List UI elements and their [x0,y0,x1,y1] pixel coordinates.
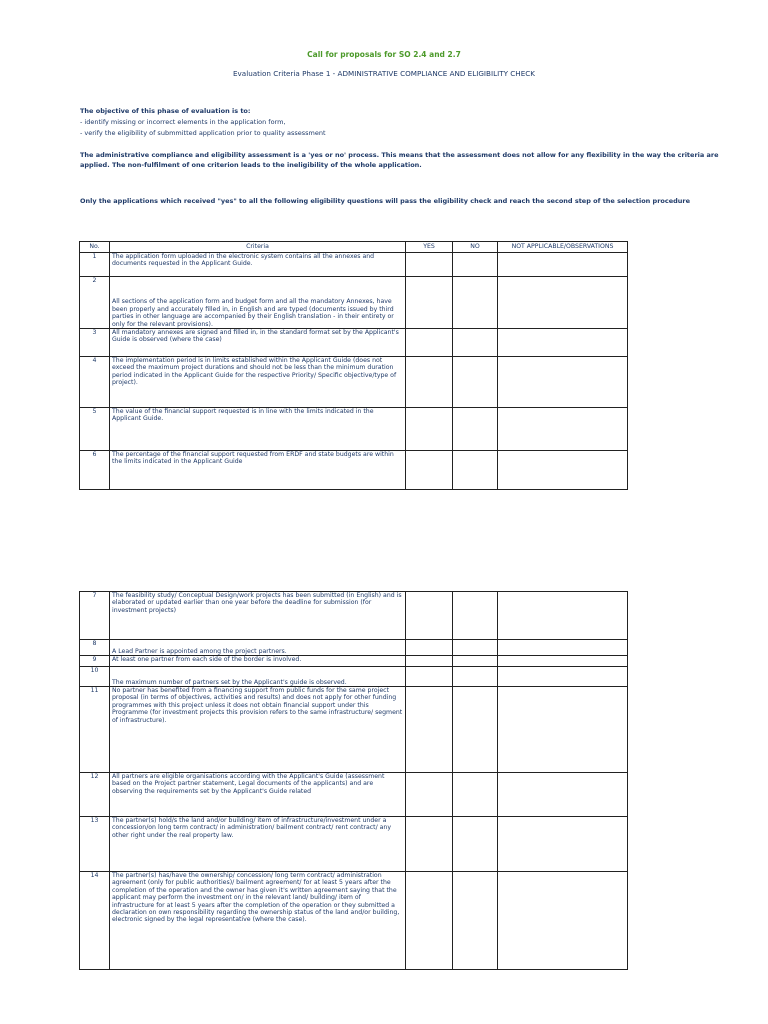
yes-cell[interactable] [406,667,453,687]
table-row [80,773,628,817]
table-row [80,817,628,872]
yes-cell[interactable] [406,872,453,970]
header-yes: YES [406,242,453,253]
criteria-table-1 [79,241,628,490]
observations-cell[interactable] [498,872,628,970]
row-criteria: At least one partner from each side of the border is involved. [110,656,406,667]
row-criteria: The application form uploaded in the electronic system contains all the annexes and documents requested in the Applicant Guide. [110,253,406,277]
no-cell[interactable] [453,277,498,329]
row-criteria: All sections of the application form and budget form and all the mandatory Annexes, have been properly and accurately filled in, in English and are typed (documents issued by third parties in other language are accompanied by their English translation - in their entirety or only for the relevant provisions). [110,277,406,329]
table-row [80,667,628,687]
no-cell[interactable] [453,817,498,872]
header-no-col: NO [453,242,498,253]
observations-cell[interactable] [498,253,628,277]
observations-cell[interactable] [498,687,628,773]
objective-bullet-1: - identify missing or incorrect elements in the application form, [80,118,286,126]
observations-cell[interactable] [498,277,628,329]
header-criteria: Criteria [110,242,406,253]
observations-cell[interactable] [498,451,628,490]
row-criteria: The implementation period is in limits established within the Applicant Guide (does not exceed the maximum project durations and should not be less than the minimum duration period indicated in the Applicant Guide for the respective Priority/ Specific objective/type of project). [110,357,406,408]
row-criteria: The feasibility study/ Conceptual Design/work projects has been submitted (in English) and is elaborated or updated earlier than one year before the deadline for submission (for investment projects) [110,592,406,640]
objective-heading: The objective of this phase of evaluation is to: [80,107,251,115]
row-number: 7 [80,592,110,640]
no-cell[interactable] [453,451,498,490]
criteria-table-2 [79,591,628,970]
row-number: 9 [80,656,110,667]
yes-cell[interactable] [406,329,453,357]
table-row [80,872,628,970]
row-number: 12 [80,773,110,817]
yes-cell[interactable] [406,451,453,490]
table-row [80,451,628,490]
observations-cell[interactable] [498,817,628,872]
yes-cell[interactable] [406,640,453,656]
phase-title: Evaluation Criteria Phase 1 - ADMINISTRATIVE COMPLIANCE AND ELIGIBILITY CHECK [233,69,535,78]
no-cell[interactable] [453,329,498,357]
yes-cell[interactable] [406,656,453,667]
row-number: 11 [80,687,110,773]
header-not-applicable: NOT APPLICABLE/OBSERVATIONS [498,242,628,253]
row-number: 1 [80,253,110,277]
process-paragraph: The administrative compliance and eligibility assessment is a 'yes or no' process. This means that the assessment does not allow for any flexibility in the way the criteria are applied. The non-fulfilment of one criterion leads to the ineligibility of the whole application. [80,151,719,169]
no-cell[interactable] [453,656,498,667]
no-cell[interactable] [453,640,498,656]
row-criteria: The value of the financial support requested is in line with the limits indicated in the Applicant Guide. [110,408,406,451]
row-number: 13 [80,817,110,872]
yes-cell[interactable] [406,408,453,451]
row-criteria: No partner has benefited from a financing support from public funds for the same project proposal (in terms of objectives, activities and results) and does not apply for other funding programmes with this project unless it does not obtain financial support under this Programme (for investment projects this provision refers to the same infrastructure/ segment of infrastructure). [110,687,406,773]
observations-cell[interactable] [498,357,628,408]
yes-cell[interactable] [406,687,453,773]
observations-cell[interactable] [498,667,628,687]
call-title: Call for proposals for SO 2.4 and 2.7 [307,50,461,59]
no-cell[interactable] [453,408,498,451]
table-row [80,253,628,277]
table-row [80,357,628,408]
yes-cell[interactable] [406,817,453,872]
observations-cell[interactable] [498,656,628,667]
no-cell[interactable] [453,872,498,970]
observations-cell[interactable] [498,329,628,357]
no-cell[interactable] [453,592,498,640]
no-cell[interactable] [453,253,498,277]
no-cell[interactable] [453,357,498,408]
row-number: 3 [80,329,110,357]
row-criteria: A Lead Partner is appointed among the project partners. [110,640,406,656]
no-cell[interactable] [453,773,498,817]
observations-cell[interactable] [498,773,628,817]
row-number: 14 [80,872,110,970]
table-row [80,408,628,451]
observations-cell[interactable] [498,408,628,451]
table-row [80,656,628,667]
row-criteria: The maximum number of partners set by the Applicant's guide is observed. [110,667,406,687]
row-number: 2 [80,277,110,329]
eligibility-note: Only the applications which received "yes" to all the following eligibility questions will pass the eligibility check and reach the second step of the selection procedure [80,197,691,205]
table-row [80,592,628,640]
row-criteria: The percentage of the financial support requested from ERDF and state budgets are within the limits indicated in the Applicant Guide [110,451,406,490]
yes-cell[interactable] [406,773,453,817]
yes-cell[interactable] [406,253,453,277]
table-row [80,687,628,773]
row-number: 8 [80,640,110,656]
table-header-row [80,242,628,253]
row-number: 4 [80,357,110,408]
objective-bullet-2: - verify the eligibility of submmitted application prior to quality assessment [80,129,326,137]
yes-cell[interactable] [406,592,453,640]
row-criteria: All partners are eligible organisations according with the Applicant's Guide (assessment based on the Project partner statement, Legal documents of the applicants) and are observing the requirements set by the Applicant's Guide related [110,773,406,817]
observations-cell[interactable] [498,640,628,656]
row-criteria: All mandatory annexes are signed and filled in, in the standard format set by the Applicant's Guide is observed (where the case) [110,329,406,357]
yes-cell[interactable] [406,277,453,329]
table-row [80,277,628,329]
row-criteria: The partner(s) hold/s the land and/or building/ item of infrastructure/investment under a concession/on long term contract/ in administration/ bailment contract/ rent contract/ any other right under the real property law. [110,817,406,872]
row-criteria: The partner(s) has/have the ownership/ concession/ long term contract/ administration agreement (only for public authorities)/ bailment agreement/ for at least 5 years after the completion of the operation and the owner has given it's written agreement saying that the applicant may perform the investment on/ in the relevant land/ building/ item of infrastructure for at least 5 years after the completion of the operation or they submitted a declaration on own responsibility regarding the ownership status of the land and/or building, electronic signed by the legal representative (where the case). [110,872,406,970]
row-number: 6 [80,451,110,490]
yes-cell[interactable] [406,357,453,408]
table-row [80,640,628,656]
observations-cell[interactable] [498,592,628,640]
no-cell[interactable] [453,687,498,773]
row-number: 5 [80,408,110,451]
table-row [80,329,628,357]
header-no: No. [80,242,110,253]
no-cell[interactable] [453,667,498,687]
row-number: 10 [80,667,110,687]
